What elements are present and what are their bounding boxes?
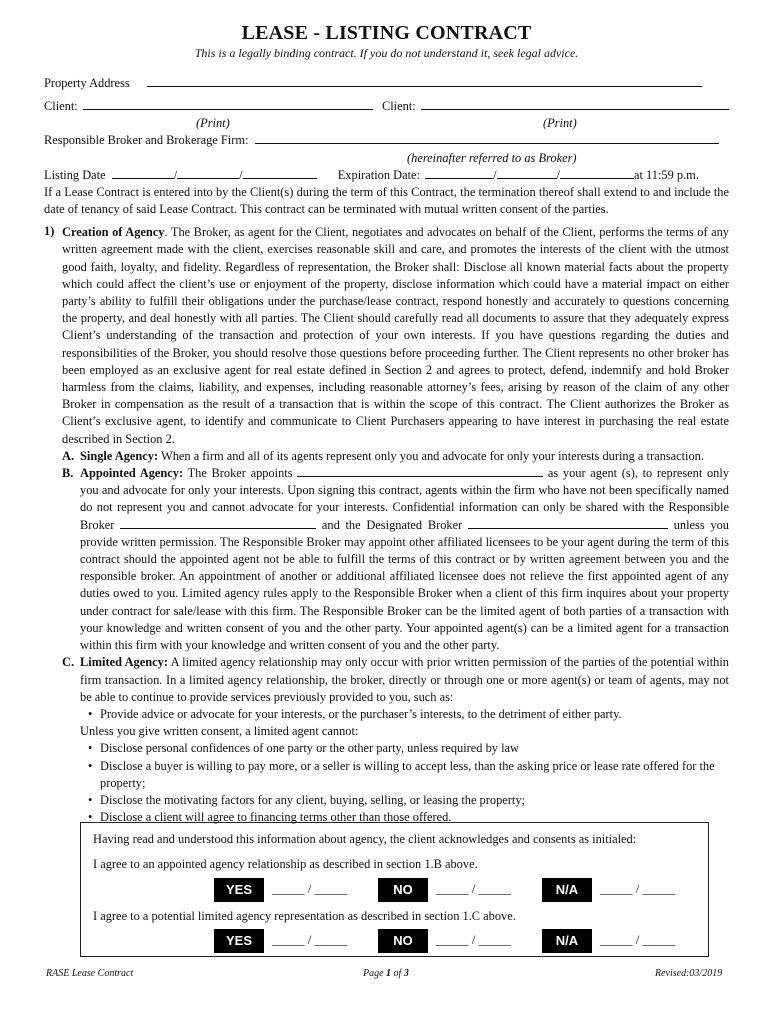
- limited-agency-bullet-1: [88, 740, 729, 757]
- appointed-agency-body: [80, 465, 729, 654]
- appointed-no-initials[interactable]: _____ / _____: [436, 881, 512, 896]
- listing-date-label: Listing Date: [44, 167, 106, 182]
- single-agency-body: [80, 448, 729, 465]
- bullet-icon: •: [88, 741, 93, 756]
- listing-day-field[interactable]: [177, 167, 239, 179]
- appointed-no-button[interactable]: NO: [378, 878, 428, 902]
- broker-label: Responsible Broker and Brokerage Firm:: [44, 133, 249, 148]
- intro-paragraph: If a Lease Contract is entered into by the Client(s) during the term of this Contract, the termination thereof shall extend to and include the date of tenancy of said Lease Contract. This contract can be terminated with mutual written consent of the parties.: [44, 184, 729, 217]
- appointed-agency-heading: Appointed Agency:: [80, 466, 184, 481]
- expiration-label: Expiration Date:: [337, 167, 420, 182]
- appointed-agency-text-2: as your agent (s), to represent only you and advocate for only your interests. Upon signing this contract, agents within the firm who have not been specifically named do not represent you and cannot advocate for your interests. Confidential information can only be shared with the Responsible Broker: [80, 466, 730, 532]
- footer-left: RASE Lease Contract: [46, 968, 134, 979]
- expiration-year-field[interactable]: [560, 167, 634, 179]
- broker-row: [44, 132, 729, 149]
- section-1-heading: Creation of Agency: [62, 225, 165, 240]
- document-title: LEASE - LISTING CONTRACT: [241, 22, 532, 44]
- listing-year-field[interactable]: [243, 167, 317, 179]
- footer-page-prefix: Page: [363, 968, 387, 979]
- appointed-na-initials[interactable]: _____ / _____: [600, 881, 676, 896]
- limited-yes-initials[interactable]: _____ / _____: [272, 932, 348, 947]
- single-agency: [62, 448, 729, 465]
- client-row: [44, 98, 729, 115]
- footer-page: [363, 968, 409, 979]
- bullet-text: Provide advice or advocate for your interests, or the purchaser’s interests, to the detriment of either party.: [100, 706, 622, 721]
- footer-page-total: 3: [403, 968, 409, 979]
- footer-page-of: of: [391, 968, 404, 979]
- limited-na-button[interactable]: N/A: [542, 929, 592, 953]
- appointed-yes-button[interactable]: YES: [214, 878, 264, 902]
- limited-na-initials[interactable]: _____ / _____: [600, 932, 676, 947]
- limited-no-button[interactable]: NO: [378, 929, 428, 953]
- appointed-na-button[interactable]: N/A: [542, 878, 592, 902]
- broker-note: (hereinafter referred to as Broker): [407, 150, 577, 165]
- client1-label: Client:: [44, 99, 78, 114]
- dates-row: Listing Date / / Expiration Date: / / at 11:59 p.m.: [44, 167, 699, 182]
- responsible-broker-field[interactable]: [120, 517, 316, 529]
- expiration-time: at 11:59 p.m.: [633, 167, 699, 182]
- listing-month-field[interactable]: [112, 167, 174, 179]
- consent-intro: Having read and understood this information about agency, the client acknowledges and consents as initialed:: [93, 832, 637, 846]
- expiration-day-field[interactable]: [497, 167, 557, 179]
- print-row: [44, 115, 729, 132]
- broker-note-row: [44, 150, 729, 167]
- limited-agency-bullet-3: [88, 792, 729, 809]
- broker-field[interactable]: [255, 132, 719, 144]
- document-page: [44, 18, 729, 826]
- section-1-text: . The Broker, as agent for the Client, negotiates and advocates on behalf of the Client, performs the terms of any written agreement made with the client, exercises reasonable skill and care, and promotes the interests of the client with the utmost good faith, loyalty, and fidelity. Regardless of representation, the Broker shall: Disclose all known material facts about the property which could affect the client’s use or enjoyment of the property, disclose information which could have a material impact on either party’s ability to fulfill their obligations under the purchase/lease contract, respond honestly and accurately to questions concerning the property, and deal honestly with all parties. The Client should carefully read all documents to assure that they adequately express Client’s understanding of the transaction and protection of your own interests. If you have questions regarding the duties and responsibilities of the Broker, you should resolve those questions before proceeding further. The Client represents no other broker has been employed as an exclusive agent for real estate defined in Section 2 and agrees to protect, defend, indemnify and hold Broker harmless from the claims, liability, and expenses, including reasonable attorney’s fees, arising by reason of the claim of any other Broker in compensation as the result of a transaction that is within the scope of this contract. The Client authorizes the Broker as Client’s exclusive agent, to identify and communicate to Client Purchasers appearing to have interest in purchasing the real estate described in Section 2.: [62, 225, 730, 446]
- appointed-agency: [62, 465, 729, 654]
- single-agency-text: When a firm and all of its agents represent only you and advocate for only your interests during a transaction.: [158, 448, 704, 463]
- footer-page-number: 1: [386, 968, 392, 979]
- print2-note: (Print): [543, 116, 577, 131]
- footer-right: Revised:03/2019: [655, 968, 723, 979]
- bullet-text: Disclose personal confidences of one party or the other party, unless required by law: [100, 741, 519, 756]
- appointed-agency-text-3: and the Designated Broker: [316, 517, 468, 532]
- client2-field[interactable]: [421, 98, 729, 110]
- print1-note: (Print): [196, 116, 230, 131]
- limited-agent-cannot: Unless you give written consent, a limited agent cannot:: [80, 724, 359, 739]
- limited-agency-bullet-2: [88, 758, 729, 792]
- property-address-row: [44, 75, 729, 92]
- consent-question-2: I agree to a potential limited agency representation as described in section 1.C above.: [93, 909, 516, 923]
- appointed-agency-text-4: unless you provide written permission. The Responsible Broker may appoint other affiliated licensees to be your agent during the term of this contract should the appointed agent not be able to fulfill the terms of this contract or by written agreement between you and the responsible broker. An appointment of another or additional affiliated licensee does not relieve the first appointed agent of any duties owed to you. Limited agency rules apply to the Responsible Broker when a client of this firm inquires about your property under contract for sale/lease with this firm. The Responsible Broker can be the limited agent of both parties of a transaction with your knowledge and written consent of you and the other party. Your appointed agent(s) can be a limited agent for a transaction within this firm with your knowledge and written consent of you and the other party.: [80, 517, 729, 653]
- section-1-body: [62, 224, 729, 448]
- limited-agency-text: A limited agency relationship may only occur with prior written permission of the parties of the potential within firm transaction. In a limited agency relationship, the broker, directly or through one or more agent(s) or team of agents, may not be able to continue to provide services previously provided to you, such as:: [80, 655, 729, 704]
- agency-consent-box: [80, 822, 709, 957]
- section-1: [44, 224, 729, 448]
- property-address-field[interactable]: [147, 75, 702, 87]
- bullet-text: Disclose the motivating factors for any client, buying, selling, or leasing the property;: [100, 792, 525, 807]
- property-address-label: Property Address: [44, 76, 130, 90]
- bullet-icon: •: [88, 810, 93, 825]
- limited-agency-label: C.: [62, 655, 75, 670]
- designated-broker-field[interactable]: [468, 517, 668, 529]
- client2-label: Client:: [381, 99, 416, 114]
- appointed-agency-text-1: The Broker appoints: [183, 466, 298, 481]
- single-agency-heading: Single Agency:: [80, 448, 159, 463]
- bullet-text: Disclose a client will agree to financing terms other than those offered.: [100, 810, 452, 825]
- limited-agency-body: [80, 654, 729, 706]
- document-subtitle: This is a legally binding contract. If you do not understand it, seek legal advice.: [194, 46, 579, 60]
- limited-yes-button[interactable]: YES: [214, 929, 264, 953]
- client1-field[interactable]: [83, 98, 373, 110]
- appointed-agency-label: B.: [62, 466, 74, 481]
- bullet-icon: •: [88, 792, 93, 807]
- bullet-icon: •: [88, 758, 93, 773]
- bullet-icon: •: [88, 706, 93, 721]
- bullet-text: Disclose a buyer is willing to pay more, or a seller is willing to accept less, than the asking price or lease rate offered for the property;: [100, 758, 715, 790]
- limited-agency-bullet-0: [88, 706, 729, 723]
- limited-agency: [62, 654, 729, 706]
- expiration-month-field[interactable]: [425, 167, 493, 179]
- single-agency-label: A.: [62, 448, 75, 463]
- section-1-number: 1): [44, 224, 55, 239]
- consent-question-1: I agree to an appointed agency relationship as described in section 1.B above.: [93, 857, 478, 871]
- appointed-yes-initials[interactable]: _____ / _____: [272, 881, 348, 896]
- limited-no-initials[interactable]: _____ / _____: [436, 932, 512, 947]
- appointed-agent-field[interactable]: [297, 465, 543, 477]
- limited-agency-heading: Limited Agency:: [80, 655, 168, 670]
